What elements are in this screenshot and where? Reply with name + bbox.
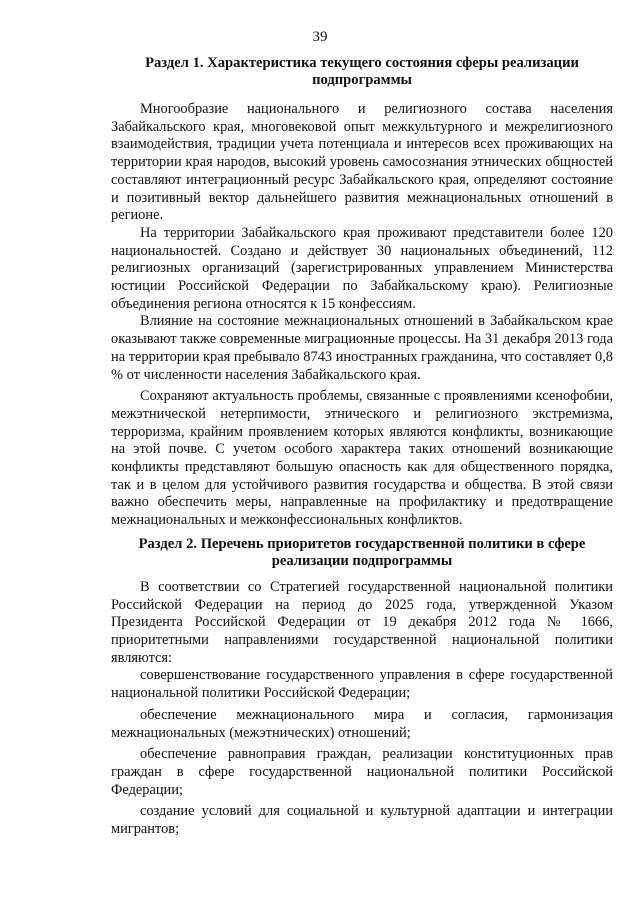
page-number: 39 [312, 29, 328, 45]
section-2-paragraph-1: В соответствии со Стратегией государственной национальной политики Российской Федерации на период до 2025 года, утвержденной Указом Президента Российской Федерации от 19 декабря 2012 года № 1666, приоритетными направлениями государственной национальной политики являются: [111, 578, 613, 666]
section-1-heading: Раздел 1. Характеристика текущего состояния сферы реализации подпрограммы [145, 55, 579, 88]
section-1-paragraph-2: На территории Забайкальского края проживают представители более 120 национальностей. Создано и действует 30 национальных объединений, 112 религиозных организаций (зарегистрированных управлением Министерства юстиции Российской Федерации по Забайкальскому краю). Религиозные объединения региона относятся к 15 конфессиям. [111, 224, 613, 312]
section-2-heading: Раздел 2. Перечень приоритетов государственной политики в сфере реализации подпрограммы [138, 535, 586, 569]
section-2-list-item-2: обеспечение межнационального мира и согласия, гармонизация межнациональных (межэтнических) отношений; [111, 706, 613, 741]
section-2-list-item-3: обеспечение равноправия граждан, реализации конституционных прав граждан в сфере государственной национальной политики Российской Федерации; [111, 746, 613, 798]
page-content [111, 55, 613, 839]
section-1-paragraph-4: Сохраняют актуальность проблемы, связанные с проявлениями ксенофобии, межэтнической нетерпимости, этнического и религиозного экстремизма, терроризма, крайним проявлением которых являются конфликты, возникающие на этой почве. С учетом особого характера таких отношений возникающие конфликты представляют большую опасность как для общественного порядка, так и в целом для устойчивого развития государства и общества. В этой связи важно обеспечить меры, направленные на профилактику и предотвращение межнациональных и межконфессиональных конфликтов. [111, 388, 613, 529]
section-2-list-item-1: совершенствование государственного управления в сфере государственной национальной политики Российской Федерации; [111, 667, 613, 702]
section-1-paragraph-3: Влияние на состояние межнациональных отношений в Забайкальском крае оказывают также современные миграционные процессы. На 31 декабря 2013 года на территории края пребывало 8743 иностранных гражданина, что составляет 0,8 % от численности населения Забайкальского края. [111, 313, 613, 383]
section-1-paragraph-1: Многообразие национального и религиозного состава населения Забайкальского края, многовековой опыт межкультурного и межрелигиозного взаимодействия, традиции учета потенциала и интересов всех проживающих на территории края народов, высокий уровень самосознания этнических общностей составляют интеграционный ресурс Забайкальского края, определяют состояние и позитивный вектор дальнейшего развития межнациональных отношений в регионе. [111, 101, 613, 224]
section-2-list-item-4: создание условий для социальной и культурной адаптации и интеграции мигрантов; [111, 803, 613, 838]
